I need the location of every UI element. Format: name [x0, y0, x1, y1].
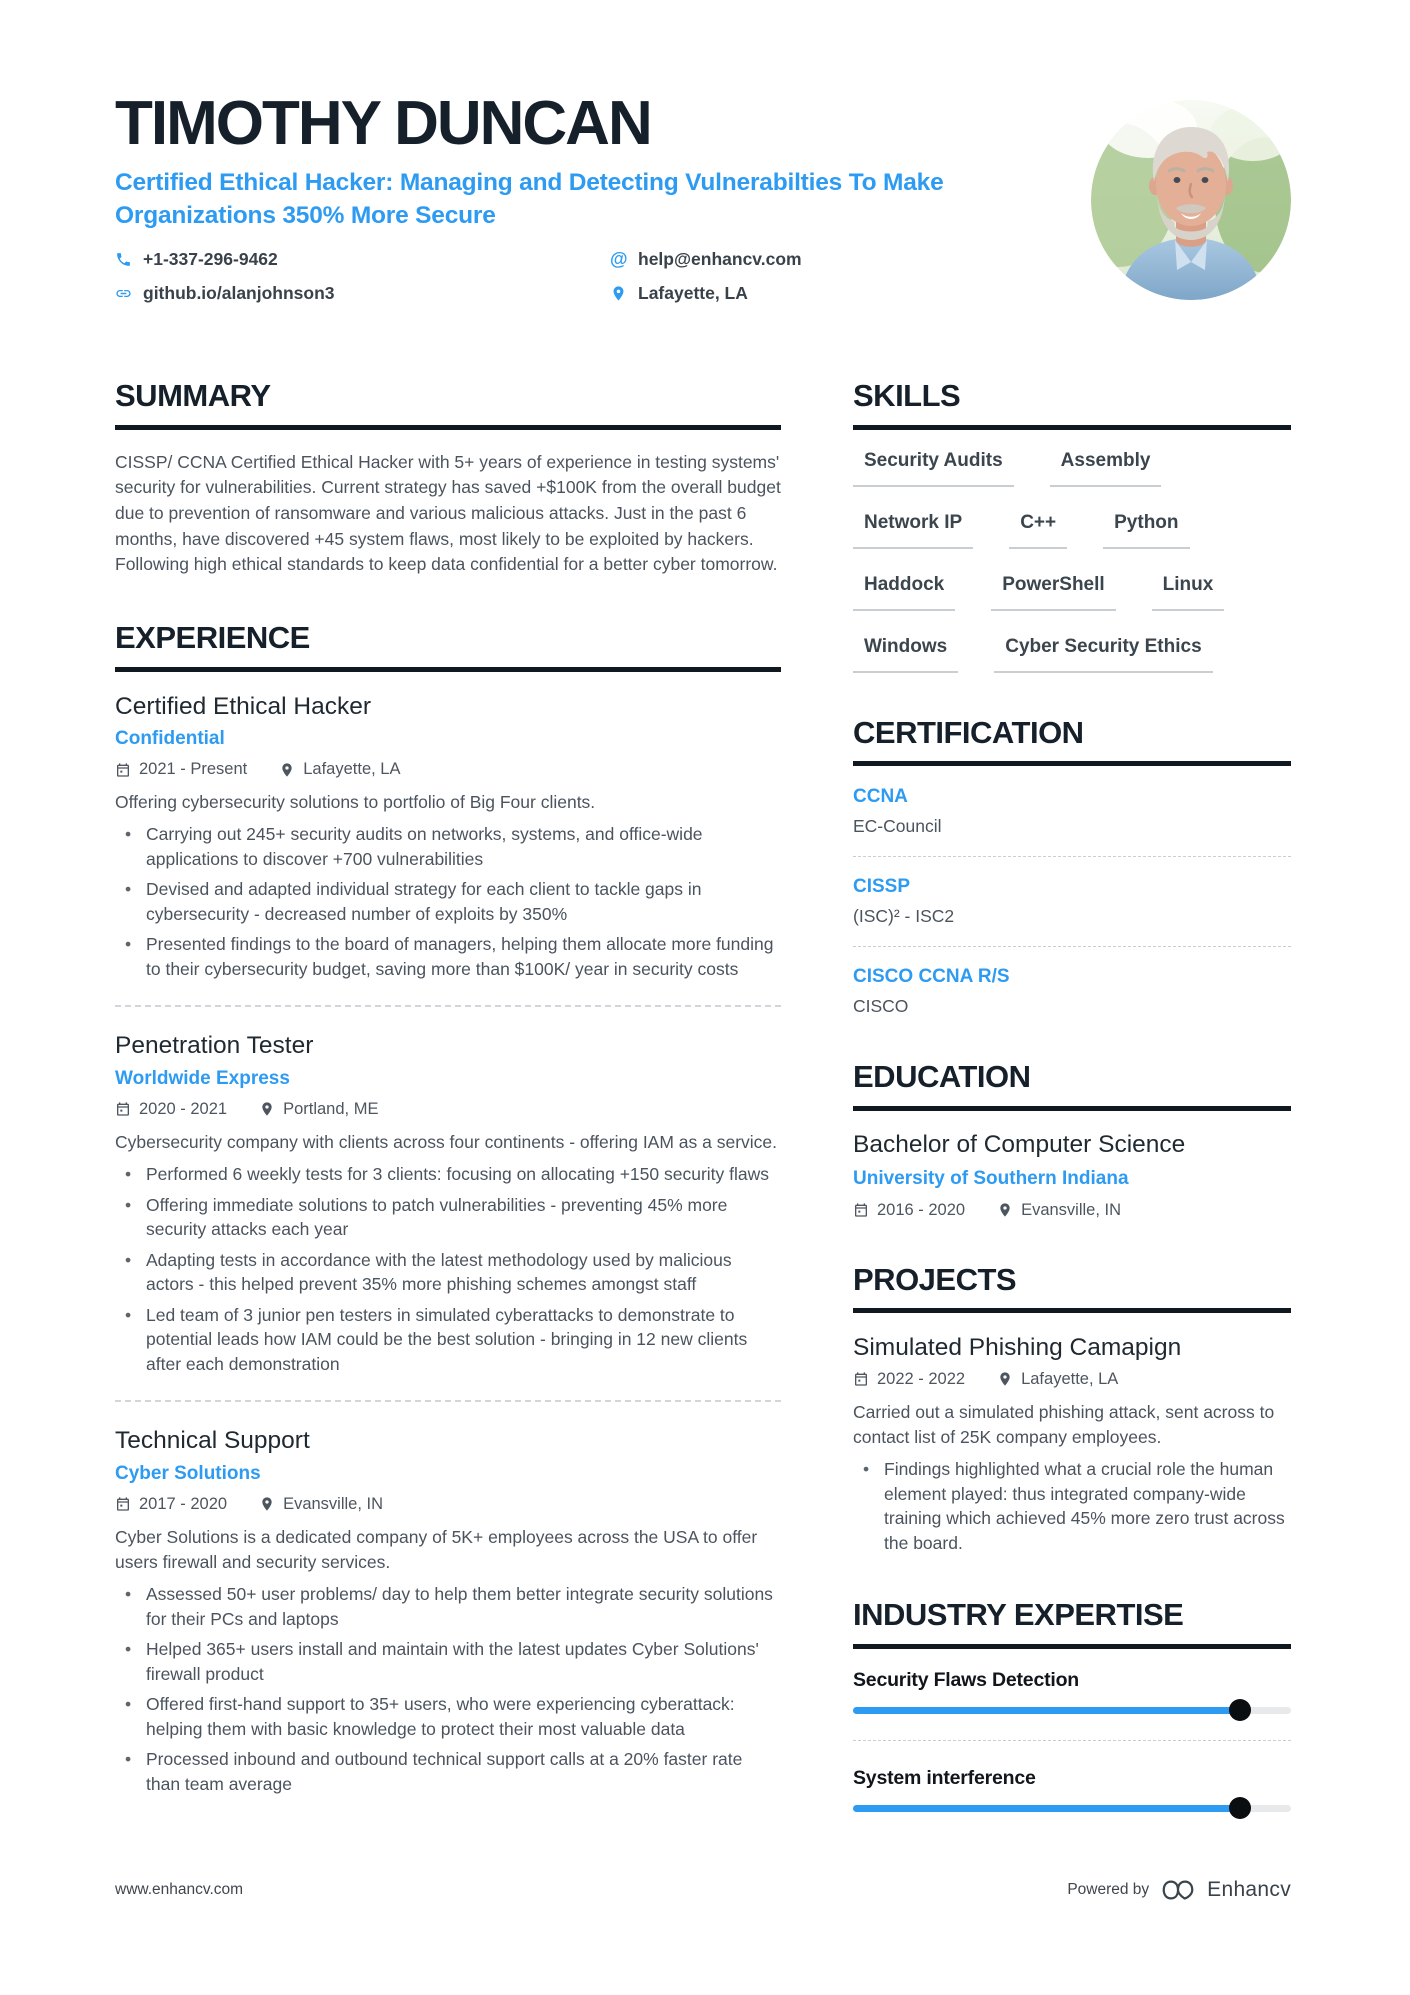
- bullet-item: • Offered first-hand support to 35+ users, who were experiencing cyberattack: helping them with basic knowledge to protect their most valuable data: [115, 1692, 781, 1741]
- contact-location: [610, 283, 1115, 304]
- bullet-item: • Led team of 3 junior pen testers in simulated cyberattacks to demonstrate to potential leads how IAM could be the best solution - bringing in 12 new clients after each demonstration: [115, 1303, 781, 1377]
- location-icon: [610, 285, 627, 302]
- project-description: Carried out a simulated phishing attack, sent across to contact list of 25K company employees.: [853, 1401, 1275, 1447]
- job-description: Cybersecurity company with clients across four continents - offering IAM as a service.: [115, 1131, 778, 1152]
- education-location: [997, 1201, 1121, 1220]
- certification-entry: [853, 786, 1291, 837]
- brand-name: Enhancv: [1207, 1878, 1291, 1901]
- job-dates: [115, 1100, 227, 1119]
- skill-chip: Haddock: [853, 574, 955, 611]
- job-dates: [115, 1495, 227, 1514]
- expertise-slider[interactable]: [853, 1707, 1291, 1714]
- bullet-item: • Assessed 50+ user problems/ day to help them better integrate security solutions for their PCs and laptops: [115, 1582, 781, 1631]
- calendar-icon: [115, 762, 131, 778]
- skill-chip: Network IP: [853, 512, 973, 549]
- contact-website-text: github.io/alanjohnson3: [143, 283, 335, 304]
- job-entry: [115, 692, 781, 982]
- job-description: Offering cybersecurity solutions to portfolio of Big Four clients.: [115, 792, 596, 813]
- job-dates-text: 2017 - 2020: [139, 1494, 228, 1513]
- calendar-icon: [115, 1496, 131, 1512]
- expertise-label: System interference: [853, 1766, 1036, 1789]
- header: [115, 89, 1291, 330]
- footer: [115, 1878, 1291, 1902]
- section-divider: [853, 1740, 1291, 1741]
- email-icon: @: [610, 249, 628, 270]
- job-company: Confidential: [115, 728, 225, 750]
- phone-icon: [115, 251, 132, 268]
- project-entry: [853, 1333, 1291, 1555]
- avatar-illustration: [1091, 100, 1291, 300]
- job-title: Certified Ethical Hacker: [115, 692, 371, 720]
- certification-name: CCNA: [853, 786, 908, 808]
- expertise-label: Security Flaws Detection: [853, 1668, 1080, 1691]
- section-experience: [115, 622, 781, 1796]
- bullet-item: • Performed 6 weekly tests for 3 clients: focusing on allocating +150 security flaws: [115, 1162, 781, 1187]
- calendar-icon: [853, 1202, 869, 1218]
- bullet-item: • Findings highlighted what a crucial role the human element played: thus integrated company-wide training which achieved 45% more zero trust across the board.: [853, 1457, 1291, 1555]
- certification-issuer: (ISC)² - ISC2: [853, 906, 955, 927]
- job-title: Technical Support: [115, 1427, 310, 1455]
- avatar: [1091, 100, 1291, 300]
- certification-entry: [853, 876, 1291, 927]
- section-certification: [853, 714, 1291, 1018]
- project-meta: [853, 1370, 1291, 1389]
- job-company: Cyber Solutions: [115, 1462, 261, 1484]
- certification-heading: CERTIFICATION: [853, 717, 1291, 767]
- job-dates: [115, 760, 247, 779]
- skill-row: [853, 450, 1291, 487]
- contact-website[interactable]: [115, 283, 610, 304]
- calendar-icon: [115, 1101, 131, 1117]
- slider-fill: [853, 1707, 1247, 1714]
- job-meta: [115, 760, 781, 779]
- content-columns: [115, 380, 1291, 1856]
- bullet-item: • Adapting tests in accordance with the latest methodology used by malicious actors - this helped prevent 35% more phishing schemes amongst staff: [115, 1248, 781, 1297]
- job-location: [279, 760, 400, 779]
- bullet-item: • Offering immediate solutions to patch vulnerabilities - preventing 45% more security attacks each year: [115, 1193, 781, 1242]
- contact-list: [115, 249, 1115, 304]
- contact-phone[interactable]: [115, 249, 610, 270]
- skill-chip: PowerShell: [991, 574, 1115, 611]
- expertise-entry: [853, 1767, 1291, 1812]
- job-bullets: [115, 822, 781, 981]
- footer-site-link[interactable]: www.enhancv.com: [115, 1881, 244, 1898]
- bullet-item: • Processed inbound and outbound technical support calls at a 20% faster rate than team average: [115, 1747, 781, 1796]
- job-location-text: Evansville, IN: [283, 1494, 384, 1513]
- skill-chip: Cyber Security Ethics: [994, 636, 1212, 673]
- summary-heading: SUMMARY: [115, 380, 781, 430]
- bullet-item: • Helped 365+ users install and maintain with the latest updates Cyber Solutions' firewall product: [115, 1637, 781, 1686]
- job-location-text: Lafayette, LA: [303, 760, 401, 779]
- certification-entry: [853, 966, 1291, 1017]
- job-location: [259, 1100, 378, 1119]
- contact-email-text: help@enhancv.com: [638, 249, 802, 270]
- certification-issuer: EC-Council: [853, 816, 942, 837]
- section-skills: [853, 380, 1291, 673]
- job-meta: [115, 1495, 781, 1514]
- slider-fill: [853, 1805, 1247, 1812]
- location-pin-icon: [259, 1496, 275, 1512]
- skill-row: [853, 574, 1291, 611]
- job-dates-text: 2020 - 2021: [139, 1099, 228, 1118]
- powered-by[interactable]: [1067, 1878, 1291, 1902]
- skill-chip: Windows: [853, 636, 958, 673]
- calendar-icon: [853, 1371, 869, 1387]
- school-name: University of Southern Indiana: [853, 1167, 1129, 1189]
- location-pin-icon: [259, 1101, 275, 1117]
- location-pin-icon: [997, 1202, 1013, 1218]
- degree-title: Bachelor of Computer Science: [853, 1130, 1186, 1158]
- skill-row: [853, 512, 1291, 549]
- certification-name: CISSP: [853, 876, 911, 898]
- job-company: Worldwide Express: [115, 1067, 290, 1089]
- right-column: [853, 380, 1291, 1856]
- skills-heading: SKILLS: [853, 380, 1291, 430]
- slider-knob[interactable]: [1229, 1699, 1251, 1721]
- section-education: [853, 1061, 1291, 1220]
- section-industry-expertise: [853, 1599, 1291, 1812]
- education-meta: [853, 1201, 1291, 1220]
- job-bullets: [115, 1162, 781, 1376]
- skill-chip: Assembly: [1050, 450, 1162, 487]
- skill-chip: Linux: [1152, 574, 1225, 611]
- skill-chip: Python: [1103, 512, 1189, 549]
- left-column: [115, 380, 781, 1856]
- link-icon: [115, 285, 132, 302]
- bullet-item: • Carrying out 245+ security audits on networks, systems, and office-wide applications to discover +700 vulnerabilities: [115, 822, 781, 871]
- job-bullets: [115, 1582, 781, 1796]
- section-summary: [115, 380, 781, 578]
- expertise-slider[interactable]: [853, 1805, 1291, 1812]
- education-location-text: Evansville, IN: [1021, 1200, 1122, 1219]
- project-dates-text: 2022 - 2022: [877, 1369, 966, 1388]
- expertise-entry: [853, 1669, 1291, 1714]
- powered-by-label: Powered by: [1067, 1881, 1150, 1898]
- job-dates-text: 2021 - Present: [139, 760, 248, 779]
- contact-email[interactable]: [610, 249, 1115, 270]
- project-location-text: Lafayette, LA: [1021, 1369, 1119, 1388]
- person-name: TIMOTHY DUNCAN: [115, 89, 651, 158]
- skill-chip: Security Audits: [853, 450, 1014, 487]
- headline: Certified Ethical Hacker: Managing and Detecting Vulnerabilties To Make Organizations 350% More Secure: [115, 169, 944, 229]
- job-location-text: Portland, ME: [283, 1099, 379, 1118]
- contact-location-text: Lafayette, LA: [638, 283, 748, 304]
- project-location: [997, 1370, 1118, 1389]
- experience-heading: EXPERIENCE: [115, 622, 781, 672]
- skill-chip: C++: [1009, 512, 1067, 549]
- job-entry: [115, 1031, 781, 1376]
- project-dates: [853, 1370, 965, 1389]
- education-heading: EDUCATION: [853, 1061, 1291, 1111]
- bullet-item: • Devised and adapted individual strategy for each client to tackle gaps in cybersecurity - decreased number of exploits by 350%: [115, 877, 781, 926]
- certification-issuer: CISCO: [853, 996, 909, 1017]
- section-divider: [115, 1400, 781, 1402]
- education-dates: [853, 1201, 965, 1220]
- project-title: Simulated Phishing Camapign: [853, 1334, 1182, 1362]
- job-location: [259, 1495, 383, 1514]
- location-pin-icon: [279, 762, 295, 778]
- location-pin-icon: [997, 1371, 1013, 1387]
- bullet-item: • Presented findings to the board of managers, helping them allocate more funding to their cybersecurity budget, saving more than $100K/ year in security costs: [115, 932, 781, 981]
- projects-heading: PROJECTS: [853, 1264, 1291, 1314]
- project-bullets: [853, 1457, 1291, 1555]
- section-divider: [853, 946, 1291, 947]
- certification-name: CISCO CCNA R/S: [853, 966, 1010, 988]
- job-meta: [115, 1100, 781, 1119]
- section-divider: [853, 856, 1291, 857]
- job-entry: [115, 1426, 781, 1796]
- slider-knob[interactable]: [1229, 1797, 1251, 1819]
- contact-phone-text: +1-337-296-9462: [143, 249, 278, 270]
- industry-expertise-heading: INDUSTRY EXPERTISE: [853, 1599, 1291, 1649]
- job-description: Cyber Solutions is a dedicated company of 5K+ employees across the USA to offer users firewall and security services.: [115, 1526, 758, 1572]
- enhancv-logo-icon: [1161, 1878, 1195, 1902]
- section-projects: [853, 1261, 1291, 1556]
- job-title: Penetration Tester: [115, 1032, 314, 1060]
- summary-text: CISSP/ CCNA Certified Ethical Hacker with 5+ years of experience in testing systems' security for vulnerabilities. Current strategy has saved +$100K from the overall budget due to prevention of ransomware and various malicious attacks. Just in the past 6 months, have discovered +45 system flaws, most likely to be exploited by hackers. Following high ethical standards to keep data confidential for a better cyber tomorrow.: [115, 451, 781, 575]
- skill-row: [853, 636, 1291, 673]
- section-divider: [115, 1005, 781, 1007]
- education-dates-text: 2016 - 2020: [877, 1200, 966, 1219]
